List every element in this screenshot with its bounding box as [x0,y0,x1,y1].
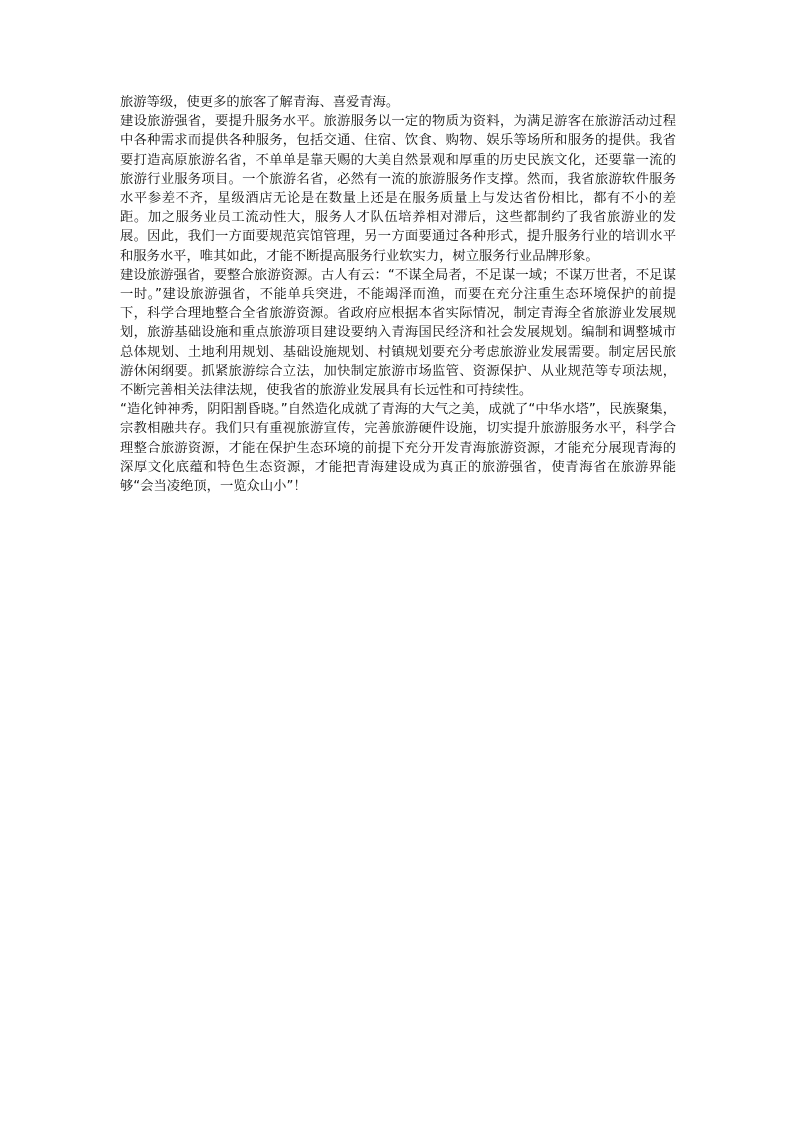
paragraph-2: 建设旅游强省，要提升服务水平。旅游服务以一定的物质为资料，为满足游客在旅游活动过程中各种需求而提供各种服务，包括交通、住宿、饮食、购物、娱乐等场所和服务的提供。我省要打造高原旅游名省，不单单是靠天赐的大美自然景观和厚重的历史民族文化，还要靠一流的旅游行业服务项目。一个旅游名省，必然有一流的旅游服务作支撑。然而，我省旅游软件服务水平参差不齐，星级酒店无论是在数量上还是在服务质量上与发达省份相比，都有不小的差距。加之服务业员工流动性大，服务人才队伍培养相对滞后，这些都制约了我省旅游业的发展。因此，我们一方面要规范宾馆管理，另一方面要通过各种形式，提升服务行业的培训水平和服务水平，唯其如此，才能不断提高服务行业软实力，树立服务行业品牌形象。 [120,114,676,264]
document-body [120,93,676,496]
paragraph-4: “造化钟神秀，阴阳割昏晓。”自然造化成就了青海的大气之美，成就了“中华水塔”，民族聚集，宗教相融共存。我们只有重视旅游宣传，完善旅游硬件设施，切实提升旅游服务水平，科学合理整合旅游资源，才能在保护生态环境的前提下充分开发青海旅游资源，才能充分展现青海的深厚文化底蕴和特色生态资源，才能把青海建设成为真正的旅游强省，使青海省在旅游界能够“会当凌绝顶，一览众山小”！ [120,402,676,495]
paragraph-1: 旅游等级，使更多的旅客了解青海、喜爱青海。 [120,95,400,110]
paragraph-3: 建设旅游强省，要整合旅游资源。古人有云：“不谋全局者，不足谋一域；不谋万世者，不足谋一时。”建设旅游强省，不能单兵突进，不能竭泽而渔，而要在充分注重生态环境保护的前提下，科学合理地整合全省旅游资源。省政府应根据本省实际情况，制定青海全省旅游业发展规划，旅游基础设施和重点旅游项目建设要纳入青海国民经济和社会发展规划。编制和调整城市总体规划、土地利用规划、基础设施规划、村镇规划要充分考虑旅游业发展需要。制定居民旅游休闲纲要。抓紧旅游综合立法，加快制定旅游市场监管、资源保护、从业规范等专项法规，不断完善相关法律法规，使我省的旅游业发展具有长远性和可持续性。 [120,267,676,399]
